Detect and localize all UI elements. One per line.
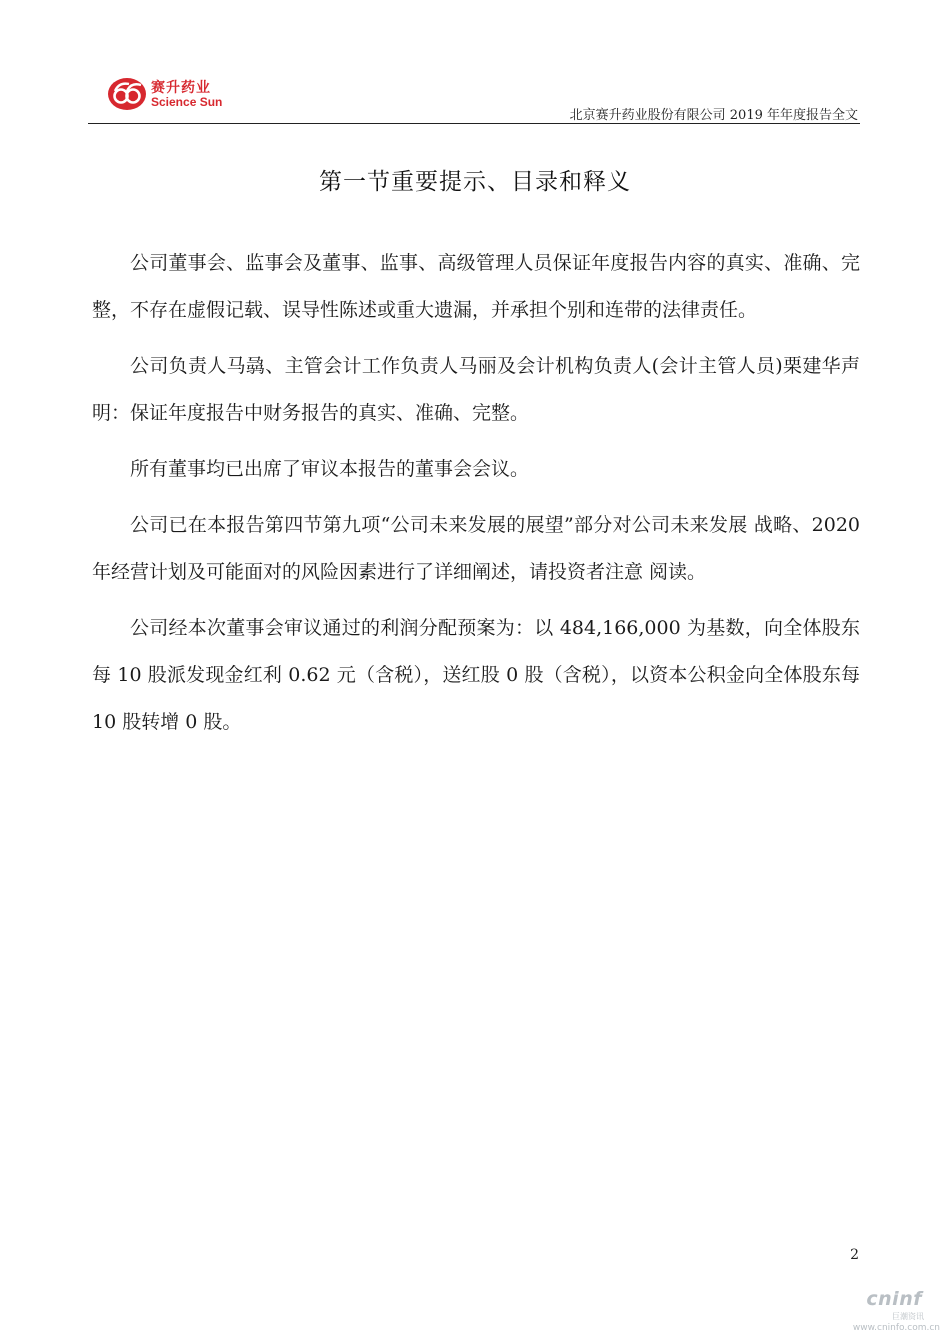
logo-chinese-name: 赛升药业	[151, 80, 211, 96]
paragraph-financial-statement: 公司负责人马骉、主管会计工作负责人马丽及会计机构负责人(会计主管人员)栗建华声明：保证年度报告中财务报告的真实、准确、完整。	[92, 355, 860, 424]
watermark-url: www.cninfo.com.cn	[852, 1323, 940, 1333]
company-logo	[107, 77, 237, 113]
science-sun-logo-mark	[107, 77, 147, 113]
paragraph-director-attendance: 所有董事均已出席了审议本报告的董事会会议。	[130, 458, 530, 480]
header-divider	[88, 123, 860, 124]
paragraph-risk-outlook: 公司已在本报告第四节第九项“公司未来发展的展望”部分对公司未来发展 战略、2020 年经营计划及可能面对的风险因素进行了详细阐述，请投资者注意 阅读。	[92, 514, 860, 583]
section-title: 第一节重要提示、目录和释义	[319, 169, 631, 195]
watermark-logo: cninf	[866, 1288, 922, 1310]
cninfo-watermark	[845, 1282, 940, 1336]
report-header-title: 北京赛升药业股份有限公司 2019 年年度报告全文	[569, 108, 858, 123]
paragraph-profit-distribution: 公司经本次董事会审议通过的利润分配预案为：以 484,166,000 为基数，向全体股东每 10 股派发现金红利 0.62 元（含税），送红股 0 股（含税），以资本公积金向全体股东每 10 股转增 0 股。	[92, 617, 860, 733]
logo-english-name: Science Sun	[151, 95, 223, 109]
watermark-chinese: 巨潮资讯	[892, 1312, 924, 1321]
document-body	[92, 240, 860, 755]
page-number: 2	[850, 1247, 859, 1263]
paragraph-board-guarantee: 公司董事会、监事会及董事、监事、高级管理人员保证年度报告内容的真实、准确、完整，不存在虚假记载、误导性陈述或重大遗漏，并承担个别和连带的法律责任。	[92, 252, 860, 321]
